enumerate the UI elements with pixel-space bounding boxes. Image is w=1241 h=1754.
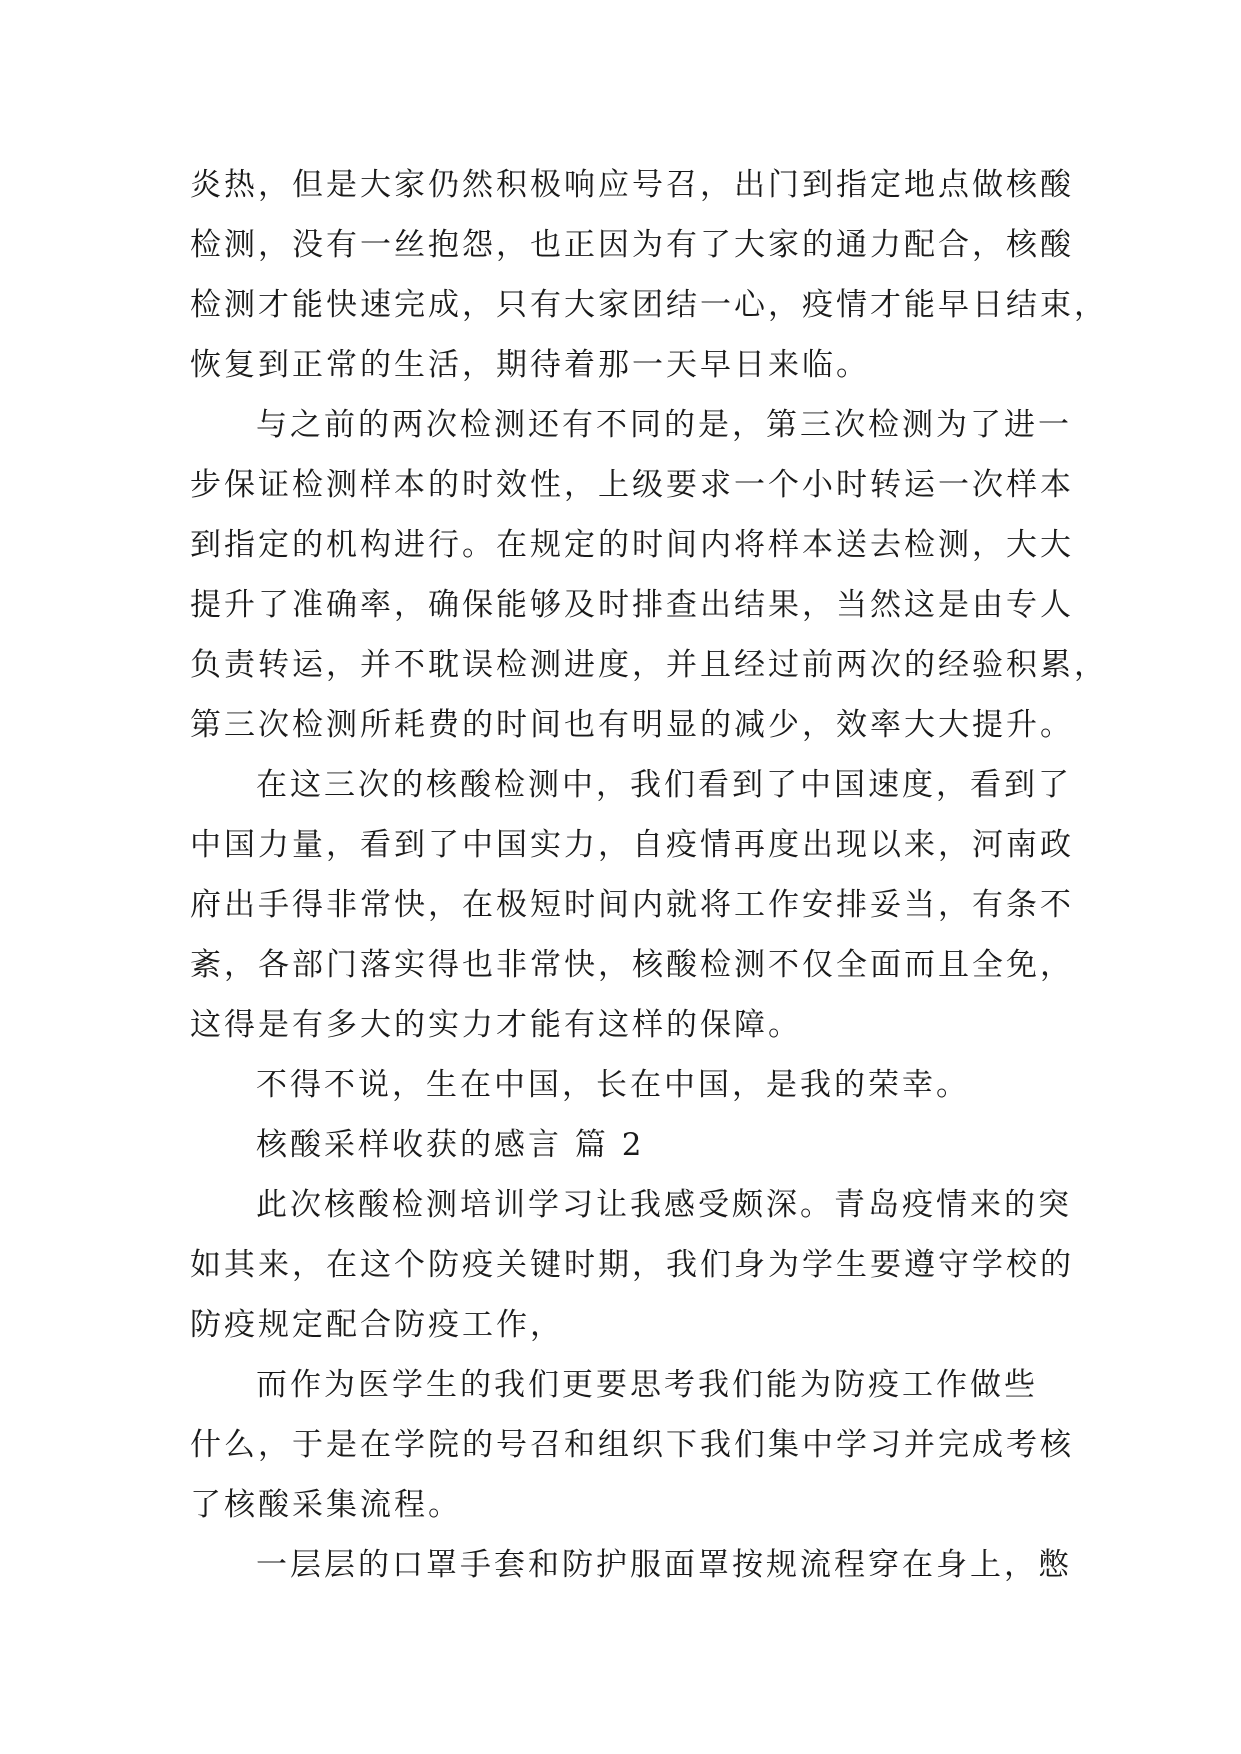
document-body — [190, 155, 1108, 1595]
text-line: 步保证检测样本的时效性，上级要求一个小时转运一次样本 — [190, 467, 1074, 503]
text-line: 紊，各部门落实得也非常快，核酸检测不仅全面而且全免， — [190, 947, 1074, 983]
text-line: 第三次检测所耗费的时间也有明显的减少，效率大大提升。 — [190, 707, 1074, 743]
text-line: 到指定的机构进行。在规定的时间内将样本送去检测，大大 — [190, 527, 1074, 563]
paragraph-first-line: 此次核酸检测培训学习让我感受颇深。青岛疫情来的突 — [256, 1187, 1072, 1223]
paragraph-first-line: 不得不说，生在中国，长在中国，是我的荣幸。 — [256, 1067, 970, 1103]
paragraph-first-line: 一层层的口罩手套和防护服面罩按规流程穿在身上，憋 — [256, 1547, 1072, 1583]
text-line: 恢复到正常的生活，期待着那一天早日来临。 — [190, 347, 870, 383]
text-line: 提升了准确率，确保能够及时排查出结果，当然这是由专人 — [190, 587, 1074, 623]
text-line: 防疫规定配合防疫工作， — [190, 1307, 564, 1343]
paragraph-first-line: 与之前的两次检测还有不同的是，第三次检测为了进一 — [256, 407, 1072, 443]
paragraph-first-line: 在这三次的核酸检测中，我们看到了中国速度，看到了 — [256, 767, 1072, 803]
text-line: 炎热，但是大家仍然积极响应号召，出门到指定地点做核酸 — [190, 167, 1074, 203]
text-line: 检测，没有一丝抱怨，也正因为有了大家的通力配合，核酸 — [190, 227, 1074, 263]
text-line: 如其来，在这个防疫关键时期，我们身为学生要遵守学校的 — [190, 1247, 1074, 1283]
text-line: 中国力量，看到了中国实力，自疫情再度出现以来，河南政 — [190, 827, 1074, 863]
text-line: 什么，于是在学院的号召和组织下我们集中学习并完成考核 — [190, 1427, 1074, 1463]
text-line: 府出手得非常快，在极短时间内就将工作安排妥当，有条不 — [190, 887, 1074, 923]
text-line: 这得是有多大的实力才能有这样的保障。 — [190, 1007, 802, 1043]
paragraph-first-line: 而作为医学生的我们更要思考我们能为防疫工作做些 — [256, 1367, 1038, 1403]
text-line: 检测才能快速完成，只有大家团结一心，疫情才能早日结束， — [190, 287, 1108, 323]
text-line: 了核酸采集流程。 — [190, 1487, 462, 1523]
section-heading: 核酸采样收获的感言 篇 2 — [256, 1127, 645, 1163]
text-line: 负责转运，并不耽误检测进度，并且经过前两次的经验积累， — [190, 647, 1108, 683]
